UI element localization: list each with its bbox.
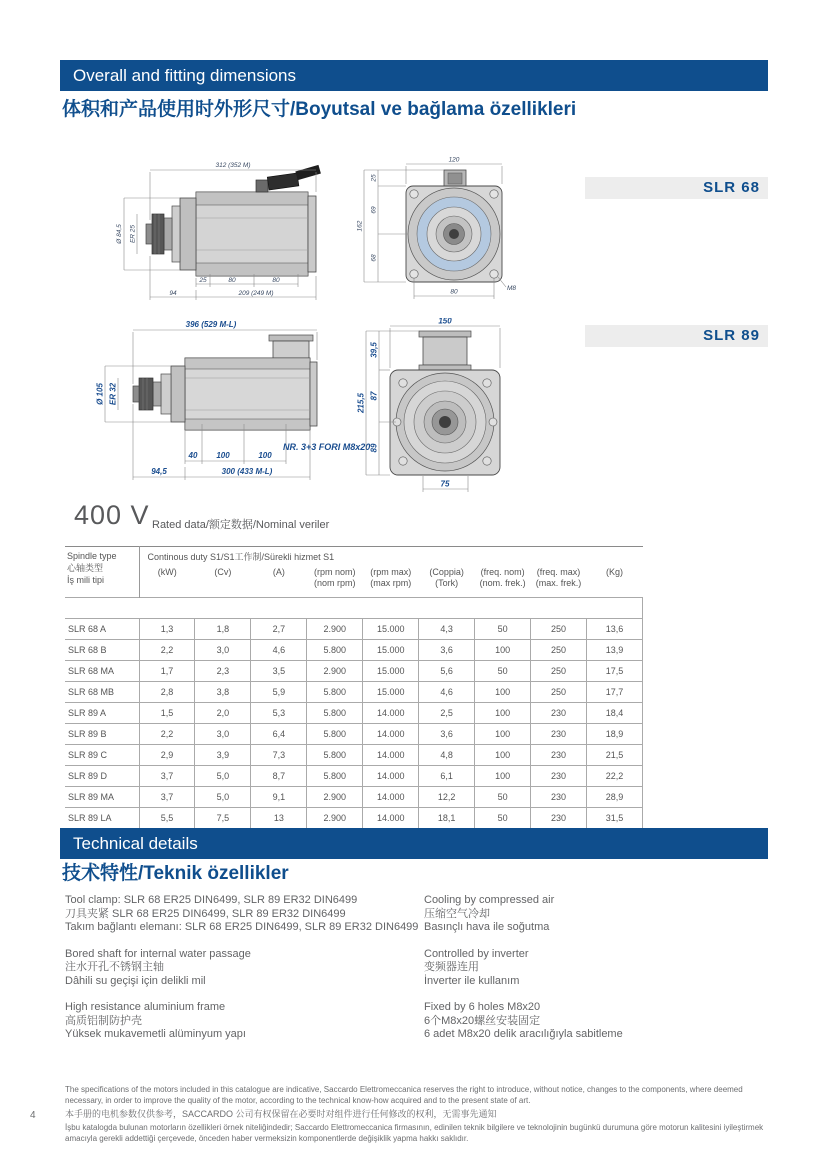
value-cell: 3,7 bbox=[139, 766, 195, 787]
value-cell: 1,3 bbox=[139, 619, 195, 640]
value-cell: 13 bbox=[251, 808, 307, 830]
value-cell: 4,6 bbox=[419, 682, 475, 703]
value-cell: 15.000 bbox=[363, 661, 419, 682]
tech-line: 压缩空气冷却 bbox=[424, 907, 490, 920]
value-cell: 6,1 bbox=[419, 766, 475, 787]
value-cell: 2,2 bbox=[139, 724, 195, 745]
value-cell: 230 bbox=[531, 766, 587, 787]
value-cell: 13,9 bbox=[587, 640, 643, 661]
spindle-type-header-zh: 心轴类型 bbox=[67, 563, 104, 573]
value-cell: 100 bbox=[475, 640, 531, 661]
voltage-heading: 400 V bbox=[74, 500, 150, 530]
spindle-type-cell: SLR 89 LA bbox=[65, 808, 139, 830]
value-cell: 15.000 bbox=[363, 619, 419, 640]
value-cell: 2,8 bbox=[139, 682, 195, 703]
value-cell: 18,1 bbox=[419, 808, 475, 830]
slr68-dim-overall: 312 (352 M) bbox=[215, 162, 251, 169]
value-cell: 50 bbox=[475, 619, 531, 640]
value-cell: 4,6 bbox=[251, 640, 307, 661]
duty-header: Continous duty S1/S1工作制/Sürekli hizmet S1 bbox=[147, 552, 335, 562]
section-subtitle-technical: 技术特性/Teknik özellikler bbox=[62, 863, 289, 884]
tech-group bbox=[65, 948, 421, 989]
value-cell: 5,9 bbox=[251, 682, 307, 703]
slr68-front-thread: M8 bbox=[507, 285, 517, 292]
value-cell: 2.900 bbox=[307, 661, 363, 682]
value-cell: 1,5 bbox=[139, 703, 195, 724]
value-cell: 100 bbox=[475, 745, 531, 766]
spindle-type-cell: SLR 89 B bbox=[65, 724, 139, 745]
tech-line: High resistance aluminium frame bbox=[65, 1001, 226, 1013]
spindle-type-cell: SLR 68 MA bbox=[65, 661, 139, 682]
table-row bbox=[65, 724, 643, 745]
cable-gland bbox=[256, 180, 268, 192]
value-cell: 2,3 bbox=[195, 661, 251, 682]
tech-line: 6 adet M8x20 delik aracılığıyla sabitleme bbox=[424, 1028, 623, 1040]
slr89-front-drawing bbox=[353, 318, 538, 495]
disclaimer bbox=[65, 1085, 770, 1146]
tech-line: Basınçlı hava ile soğutma bbox=[424, 921, 550, 933]
spindle-type-header-en: Spindle type bbox=[67, 551, 117, 561]
slr68-front-drawing bbox=[352, 156, 524, 306]
value-cell: 2,9 bbox=[139, 745, 195, 766]
slr89-dim-seg3: 100 bbox=[258, 451, 272, 460]
column-header: (freq. max) (max. frek.) bbox=[535, 567, 582, 588]
value-cell: 2.900 bbox=[307, 808, 363, 830]
disclaimer-en: The specifications of the motors included in this catalogue are indicative, Saccardo Elettromeccanica reserves the right to introduce, without notice, changes to the components, where deemed necessary, in order to improve the quality of the motor, according to the technical know-how acquired and to the present state of art. bbox=[65, 1085, 743, 1105]
column-header: (Cv) bbox=[214, 567, 232, 577]
value-cell: 5,6 bbox=[419, 661, 475, 682]
slr68-front-width: 120 bbox=[448, 156, 460, 164]
value-cell: 100 bbox=[475, 703, 531, 724]
column-header: (freq. nom) (nom. frek.) bbox=[479, 567, 526, 588]
section-bar-technical bbox=[60, 828, 768, 859]
tech-group bbox=[65, 1001, 421, 1042]
value-cell: 2,7 bbox=[251, 619, 307, 640]
value-cell: 14.000 bbox=[363, 787, 419, 808]
slr89-front-height: 215,5 bbox=[356, 392, 366, 414]
value-cell: 14.000 bbox=[363, 745, 419, 766]
slr68-dim-body: 209 (249 M) bbox=[238, 290, 274, 297]
table-spacer bbox=[65, 598, 643, 619]
slr89-dim-overall: 396 (529 M-L) bbox=[185, 320, 237, 329]
table-row bbox=[65, 661, 643, 682]
column-header: (Kg) bbox=[605, 567, 623, 577]
value-cell: 8,7 bbox=[251, 766, 307, 787]
spindle-type-cell: SLR 68 A bbox=[65, 619, 139, 640]
value-cell: 50 bbox=[475, 808, 531, 830]
column-header: (A) bbox=[272, 567, 285, 577]
value-cell: 14.000 bbox=[363, 766, 419, 787]
value-cell: 50 bbox=[475, 661, 531, 682]
tech-line: Controlled by inverter bbox=[424, 947, 529, 960]
value-cell: 100 bbox=[475, 682, 531, 703]
tech-line: Yüksek mukavemetli alüminyum yapı bbox=[65, 1028, 246, 1040]
value-cell: 4,3 bbox=[419, 619, 475, 640]
slr89-dim-nose: 94,5 bbox=[151, 467, 167, 476]
slr89-front-seg2: 87 bbox=[369, 391, 379, 401]
tech-line: Cooling by compressed air bbox=[424, 894, 555, 906]
value-cell: 230 bbox=[531, 787, 587, 808]
collet-er25 bbox=[152, 214, 164, 254]
value-cell: 7,3 bbox=[251, 745, 307, 766]
value-cell: 250 bbox=[531, 682, 587, 703]
value-cell: 2.900 bbox=[307, 787, 363, 808]
slr68-front-holes: 80 bbox=[450, 288, 458, 296]
slr68-front-seg2: 69 bbox=[370, 206, 378, 214]
table-units-row bbox=[65, 565, 643, 598]
value-cell: 5,0 bbox=[195, 787, 251, 808]
slr89-front-seg1: 39,5 bbox=[369, 342, 379, 358]
table-row bbox=[65, 745, 643, 766]
value-cell: 3,8 bbox=[195, 682, 251, 703]
value-cell: 5,5 bbox=[139, 808, 195, 830]
table-row bbox=[65, 766, 643, 787]
tech-line: 刀具夹紧 SLR 68 ER25 DIN6499, SLR 89 ER32 DIN6499 bbox=[65, 907, 346, 920]
value-cell: 1,8 bbox=[195, 619, 251, 640]
slr89-dim-body: 300 (433 M-L) bbox=[221, 467, 273, 476]
value-cell: 17,7 bbox=[587, 682, 643, 703]
spindle-type-cell: SLR 68 B bbox=[65, 640, 139, 661]
value-cell: 12,2 bbox=[419, 787, 475, 808]
value-cell: 100 bbox=[475, 724, 531, 745]
value-cell: 3,0 bbox=[195, 640, 251, 661]
value-cell: 7,5 bbox=[195, 808, 251, 830]
slr89-front-holes: 75 bbox=[440, 479, 450, 489]
value-cell: 15.000 bbox=[363, 682, 419, 703]
slr68-dim-seg3: 80 bbox=[272, 277, 280, 284]
value-cell: 250 bbox=[531, 619, 587, 640]
value-cell: 17,5 bbox=[587, 661, 643, 682]
slr68-dim-seg2: 80 bbox=[228, 277, 236, 284]
rated-data-label: Rated data/额定数据/Nominal veriler bbox=[152, 519, 330, 531]
slr89-holes-note: NR. 3+3 FORI M8x20 bbox=[283, 442, 371, 452]
slr68-dim-seg1: 25 bbox=[199, 277, 207, 284]
value-cell: 14.000 bbox=[363, 808, 419, 830]
spindle-type-header-tr: İş mili tipi bbox=[67, 575, 105, 585]
value-cell: 13,6 bbox=[587, 619, 643, 640]
value-cell: 5.800 bbox=[307, 640, 363, 661]
section-title-dimensions: Overall and fitting dimensions bbox=[73, 66, 297, 85]
tech-column-left bbox=[65, 894, 421, 1055]
slr68-side-drawing bbox=[110, 156, 345, 306]
value-cell: 5.800 bbox=[307, 766, 363, 787]
page-number: 4 bbox=[30, 1110, 36, 1121]
table-row bbox=[65, 640, 643, 661]
spindle-type-cell: SLR 89 A bbox=[65, 703, 139, 724]
tech-line: İnverter ile kullanım bbox=[424, 974, 520, 987]
slr89-dim-collet: ER 32 bbox=[108, 382, 118, 406]
model-tag-slr68: SLR 68 bbox=[585, 177, 768, 199]
tech-line: 6个M8x20螺丝安装固定 bbox=[424, 1014, 541, 1027]
tech-line: Takım bağlantı elemanı: SLR 68 ER25 DIN6499, SLR 89 ER32 DIN6499 bbox=[65, 921, 419, 933]
slr68-dim-diameter: Ø 84,5 bbox=[116, 224, 123, 244]
tech-group bbox=[424, 894, 770, 935]
disclaimer-tr: İşbu katalogda bulunan motorların özellikleri örnek niteliğindedir; Saccardo Elettromeccanica firmasının, edinilen teknik bilgilere ve teknolojinin bugünkü durumuna göre motorun kalitesini iyileştirmek amacıyla gerekli addettiği çerçevede, önceden haber vermeksizin komponentlerde değişiklik yapma hakkı saklıdır. bbox=[65, 1123, 764, 1143]
value-cell: 50 bbox=[475, 787, 531, 808]
tech-line: Fixed by 6 holes M8x20 bbox=[424, 1001, 541, 1013]
rated-data-table bbox=[65, 546, 643, 830]
value-cell: 5.800 bbox=[307, 703, 363, 724]
slr89-dim-seg1: 40 bbox=[188, 451, 198, 460]
value-cell: 230 bbox=[531, 724, 587, 745]
value-cell: 15.000 bbox=[363, 640, 419, 661]
value-cell: 28,9 bbox=[587, 787, 643, 808]
value-cell: 3,6 bbox=[419, 640, 475, 661]
column-header: (rpm nom) (nom rpm) bbox=[314, 567, 356, 588]
table-row bbox=[65, 619, 643, 640]
value-cell: 2.900 bbox=[307, 619, 363, 640]
value-cell: 18,4 bbox=[587, 703, 643, 724]
table-body bbox=[65, 598, 643, 830]
section-title-technical: Technical details bbox=[73, 834, 198, 853]
value-cell: 3,7 bbox=[139, 787, 195, 808]
tech-line: Dâhili su geçişi için delikli mil bbox=[65, 974, 206, 987]
table-row bbox=[65, 703, 643, 724]
slr89-side-drawing bbox=[93, 318, 358, 493]
section-bar-dimensions bbox=[60, 60, 768, 91]
model-tag-slr89: SLR 89 bbox=[585, 325, 768, 347]
value-cell: 9,1 bbox=[251, 787, 307, 808]
value-cell: 2,5 bbox=[419, 703, 475, 724]
disclaimer-zh: 本手册的电机参数仅供参考，SACCARDO 公司有权保留在必要时对组件进行任何修改的权利，无需事先通知 bbox=[65, 1109, 497, 1119]
value-cell: 5.800 bbox=[307, 682, 363, 703]
column-header: (rpm max) (max rpm) bbox=[370, 567, 412, 588]
value-cell: 230 bbox=[531, 745, 587, 766]
spindle-type-header bbox=[65, 547, 139, 598]
value-cell: 18,9 bbox=[587, 724, 643, 745]
slr89-dim-seg2: 100 bbox=[216, 451, 230, 460]
value-cell: 5.800 bbox=[307, 724, 363, 745]
value-cell: 22,2 bbox=[587, 766, 643, 787]
slr89-dim-diameter: Ø 105 bbox=[95, 383, 105, 405]
value-cell: 21,5 bbox=[587, 745, 643, 766]
value-cell: 3,0 bbox=[195, 724, 251, 745]
section-subtitle-dimensions: 体积和产品使用时外形尺寸/Boyutsal ve bağlama özellikleri bbox=[62, 99, 577, 120]
value-cell: 6,4 bbox=[251, 724, 307, 745]
value-cell: 3,6 bbox=[419, 724, 475, 745]
value-cell: 2,2 bbox=[139, 640, 195, 661]
slr68-front-height: 162 bbox=[356, 220, 364, 232]
collet-er32 bbox=[139, 378, 153, 410]
slr89-front-seg3: 89 bbox=[369, 443, 379, 453]
tech-line: 变频器连用 bbox=[424, 961, 479, 973]
value-cell: 2,0 bbox=[195, 703, 251, 724]
value-cell: 31,5 bbox=[587, 808, 643, 830]
value-cell: 5.800 bbox=[307, 745, 363, 766]
value-cell: 3,9 bbox=[195, 745, 251, 766]
tech-group bbox=[65, 894, 421, 935]
spindle-type-cell: SLR 68 MB bbox=[65, 682, 139, 703]
table-row bbox=[65, 808, 643, 830]
value-cell: 5,0 bbox=[195, 766, 251, 787]
tech-line: Tool clamp: SLR 68 ER25 DIN6499, SLR 89 ER32 DIN6499 bbox=[65, 894, 358, 906]
tech-line: 高质铝制防护壳 bbox=[65, 1014, 142, 1027]
column-header: (Coppia) (Tork) bbox=[429, 567, 464, 588]
table-row bbox=[65, 787, 643, 808]
value-cell: 14.000 bbox=[363, 703, 419, 724]
slr68-dim-collet: ER 25 bbox=[129, 224, 137, 244]
value-cell: 100 bbox=[475, 766, 531, 787]
slr68-front-seg1: 25 bbox=[370, 174, 378, 182]
value-cell: 4,8 bbox=[419, 745, 475, 766]
spindle-type-cell: SLR 89 MA bbox=[65, 787, 139, 808]
spindle-type-cell: SLR 89 C bbox=[65, 745, 139, 766]
tech-group bbox=[424, 948, 770, 989]
value-cell: 250 bbox=[531, 640, 587, 661]
tech-line: Bored shaft for internal water passage bbox=[65, 947, 251, 960]
tech-column-right bbox=[424, 894, 770, 1055]
slr89-front-width: 150 bbox=[438, 318, 452, 326]
value-cell: 1,7 bbox=[139, 661, 195, 682]
value-cell: 3,5 bbox=[251, 661, 307, 682]
slr68-dim-nose: 94 bbox=[169, 290, 177, 297]
slr68-front-seg3: 68 bbox=[370, 254, 378, 262]
table-row bbox=[65, 682, 643, 703]
value-cell: 250 bbox=[531, 661, 587, 682]
column-header: (kW) bbox=[157, 567, 177, 577]
tech-line: 注水开孔不锈钢主轴 bbox=[65, 961, 164, 973]
value-cell: 230 bbox=[531, 703, 587, 724]
spindle-type-cell: SLR 89 D bbox=[65, 766, 139, 787]
value-cell: 5,3 bbox=[251, 703, 307, 724]
value-cell: 230 bbox=[531, 808, 587, 830]
value-cell: 14.000 bbox=[363, 724, 419, 745]
tech-group bbox=[424, 1001, 770, 1042]
